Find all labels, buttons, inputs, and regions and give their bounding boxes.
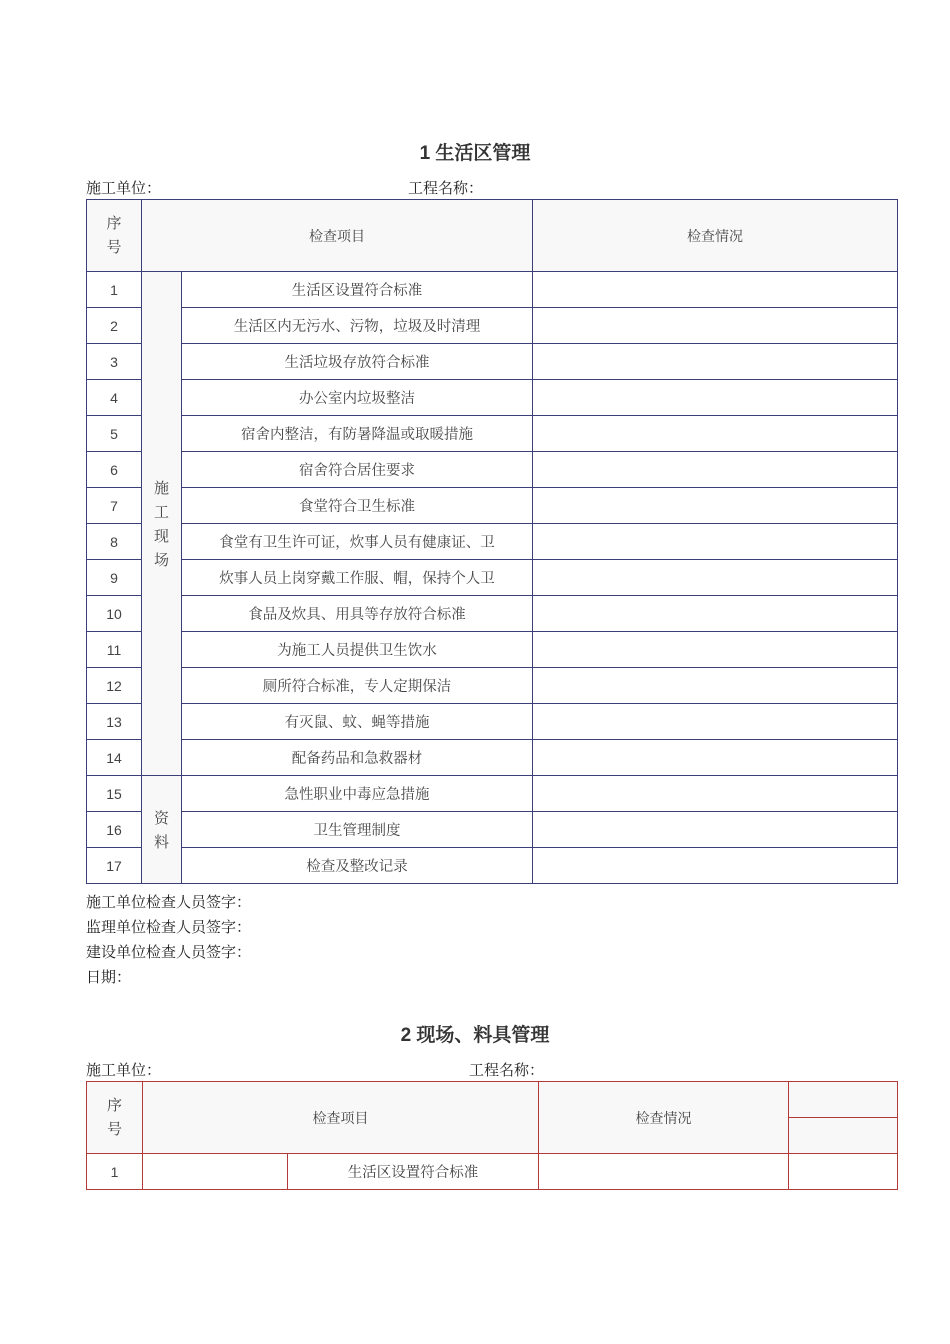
row-item: 办公室内垃圾整洁 [182, 380, 533, 416]
row-no: 2 [87, 308, 142, 344]
row-status[interactable] [533, 272, 898, 308]
row-item: 检查及整改记录 [182, 848, 533, 884]
row-item: 食品及炊具、用具等存放符合标准 [182, 596, 533, 632]
header-extra-bottom [789, 1118, 898, 1154]
header-status: 检查情况 [539, 1082, 789, 1154]
row-status[interactable] [533, 524, 898, 560]
row-status[interactable] [533, 380, 898, 416]
row-no: 6 [87, 452, 142, 488]
row-status[interactable] [533, 596, 898, 632]
table-row [87, 560, 898, 596]
section1-inspection-table [86, 199, 898, 884]
row-no: 11 [87, 632, 142, 668]
row-no: 4 [87, 380, 142, 416]
table-row [87, 452, 898, 488]
section2-unit-label: 施工单位： [86, 1062, 162, 1079]
row-status[interactable] [533, 452, 898, 488]
table-row [87, 488, 898, 524]
row-item: 生活区设置符合标准 [182, 272, 533, 308]
table-row [87, 380, 898, 416]
table-row [87, 416, 898, 452]
header-seq: 序号 [87, 1082, 143, 1154]
row-item: 配备药品和急救器材 [182, 740, 533, 776]
sig-owner: 建设单位检查人员签字： [86, 944, 252, 961]
group-label: 资料 [154, 808, 170, 851]
group-label-cell [142, 272, 182, 776]
table-row [87, 848, 898, 884]
row-status[interactable] [533, 416, 898, 452]
table-row [87, 812, 898, 848]
row-status[interactable] [533, 812, 898, 848]
row-status[interactable] [533, 776, 898, 812]
group-label-cell [142, 776, 182, 884]
row-no: 1 [87, 1154, 143, 1190]
table-row [87, 776, 898, 812]
row-group [143, 1154, 288, 1190]
section1-project-label: 工程名称： [408, 180, 484, 197]
row-status[interactable] [533, 344, 898, 380]
table-header-row [87, 200, 898, 272]
header-status: 检查情况 [533, 200, 898, 272]
row-item: 为施工人员提供卫生饮水 [182, 632, 533, 668]
row-status[interactable] [533, 740, 898, 776]
table-row [87, 524, 898, 560]
row-status[interactable] [539, 1154, 789, 1190]
section2-project-label: 工程名称： [469, 1062, 545, 1079]
row-no: 17 [87, 848, 142, 884]
row-item: 宿舍内整洁，有防暑降温或取暖措施 [182, 416, 533, 452]
row-status[interactable] [533, 704, 898, 740]
section2-title: 2 现场、料具管理 [400, 1025, 550, 1046]
sig-date: 日期： [86, 969, 132, 986]
row-item: 有灭鼠、蚊、蝇等措施 [182, 704, 533, 740]
row-no: 8 [87, 524, 142, 560]
row-status[interactable] [533, 848, 898, 884]
row-no: 5 [87, 416, 142, 452]
row-item: 卫生管理制度 [182, 812, 533, 848]
section1-unit-label: 施工单位： [86, 180, 162, 197]
header-seq: 序号 [87, 200, 142, 272]
sig-construction: 施工单位检查人员签字： [86, 894, 252, 911]
table-header-row [87, 1082, 898, 1118]
row-no: 15 [87, 776, 142, 812]
table-row [87, 308, 898, 344]
row-status[interactable] [533, 488, 898, 524]
row-item: 生活垃圾存放符合标准 [182, 344, 533, 380]
table-row [87, 272, 898, 308]
sig-supervision: 监理单位检查人员签字： [86, 919, 252, 936]
row-item: 厕所符合标准，专人定期保洁 [182, 668, 533, 704]
table-row [87, 344, 898, 380]
group-label: 施工现场 [154, 478, 170, 569]
row-no: 9 [87, 560, 142, 596]
table-row [87, 668, 898, 704]
row-no: 10 [87, 596, 142, 632]
row-item: 食堂符合卫生标准 [182, 488, 533, 524]
table-row [87, 704, 898, 740]
header-item: 检查项目 [142, 200, 533, 272]
header-item: 检查项目 [143, 1082, 539, 1154]
table-row [87, 740, 898, 776]
row-item: 食堂有卫生许可证，炊事人员有健康证、卫 [182, 524, 533, 560]
row-item: 生活区设置符合标准 [288, 1154, 539, 1190]
row-status[interactable] [533, 308, 898, 344]
table-row [87, 1154, 898, 1190]
row-item: 生活区内无污水、污物，垃圾及时清理 [182, 308, 533, 344]
row-no: 3 [87, 344, 142, 380]
row-no: 14 [87, 740, 142, 776]
row-no: 13 [87, 704, 142, 740]
table-row [87, 632, 898, 668]
row-extra[interactable] [789, 1154, 898, 1190]
row-no: 12 [87, 668, 142, 704]
header-extra-top [789, 1082, 898, 1118]
section1-title: 1 生活区管理 [419, 143, 531, 164]
table-row [87, 596, 898, 632]
section2-inspection-table [86, 1081, 898, 1190]
row-no: 1 [87, 272, 142, 308]
row-item: 急性职业中毒应急措施 [182, 776, 533, 812]
row-status[interactable] [533, 560, 898, 596]
row-status[interactable] [533, 632, 898, 668]
row-status[interactable] [533, 668, 898, 704]
row-no: 16 [87, 812, 142, 848]
row-no: 7 [87, 488, 142, 524]
row-item: 宿舍符合居住要求 [182, 452, 533, 488]
row-item: 炊事人员上岗穿戴工作服、帽，保持个人卫 [182, 560, 533, 596]
